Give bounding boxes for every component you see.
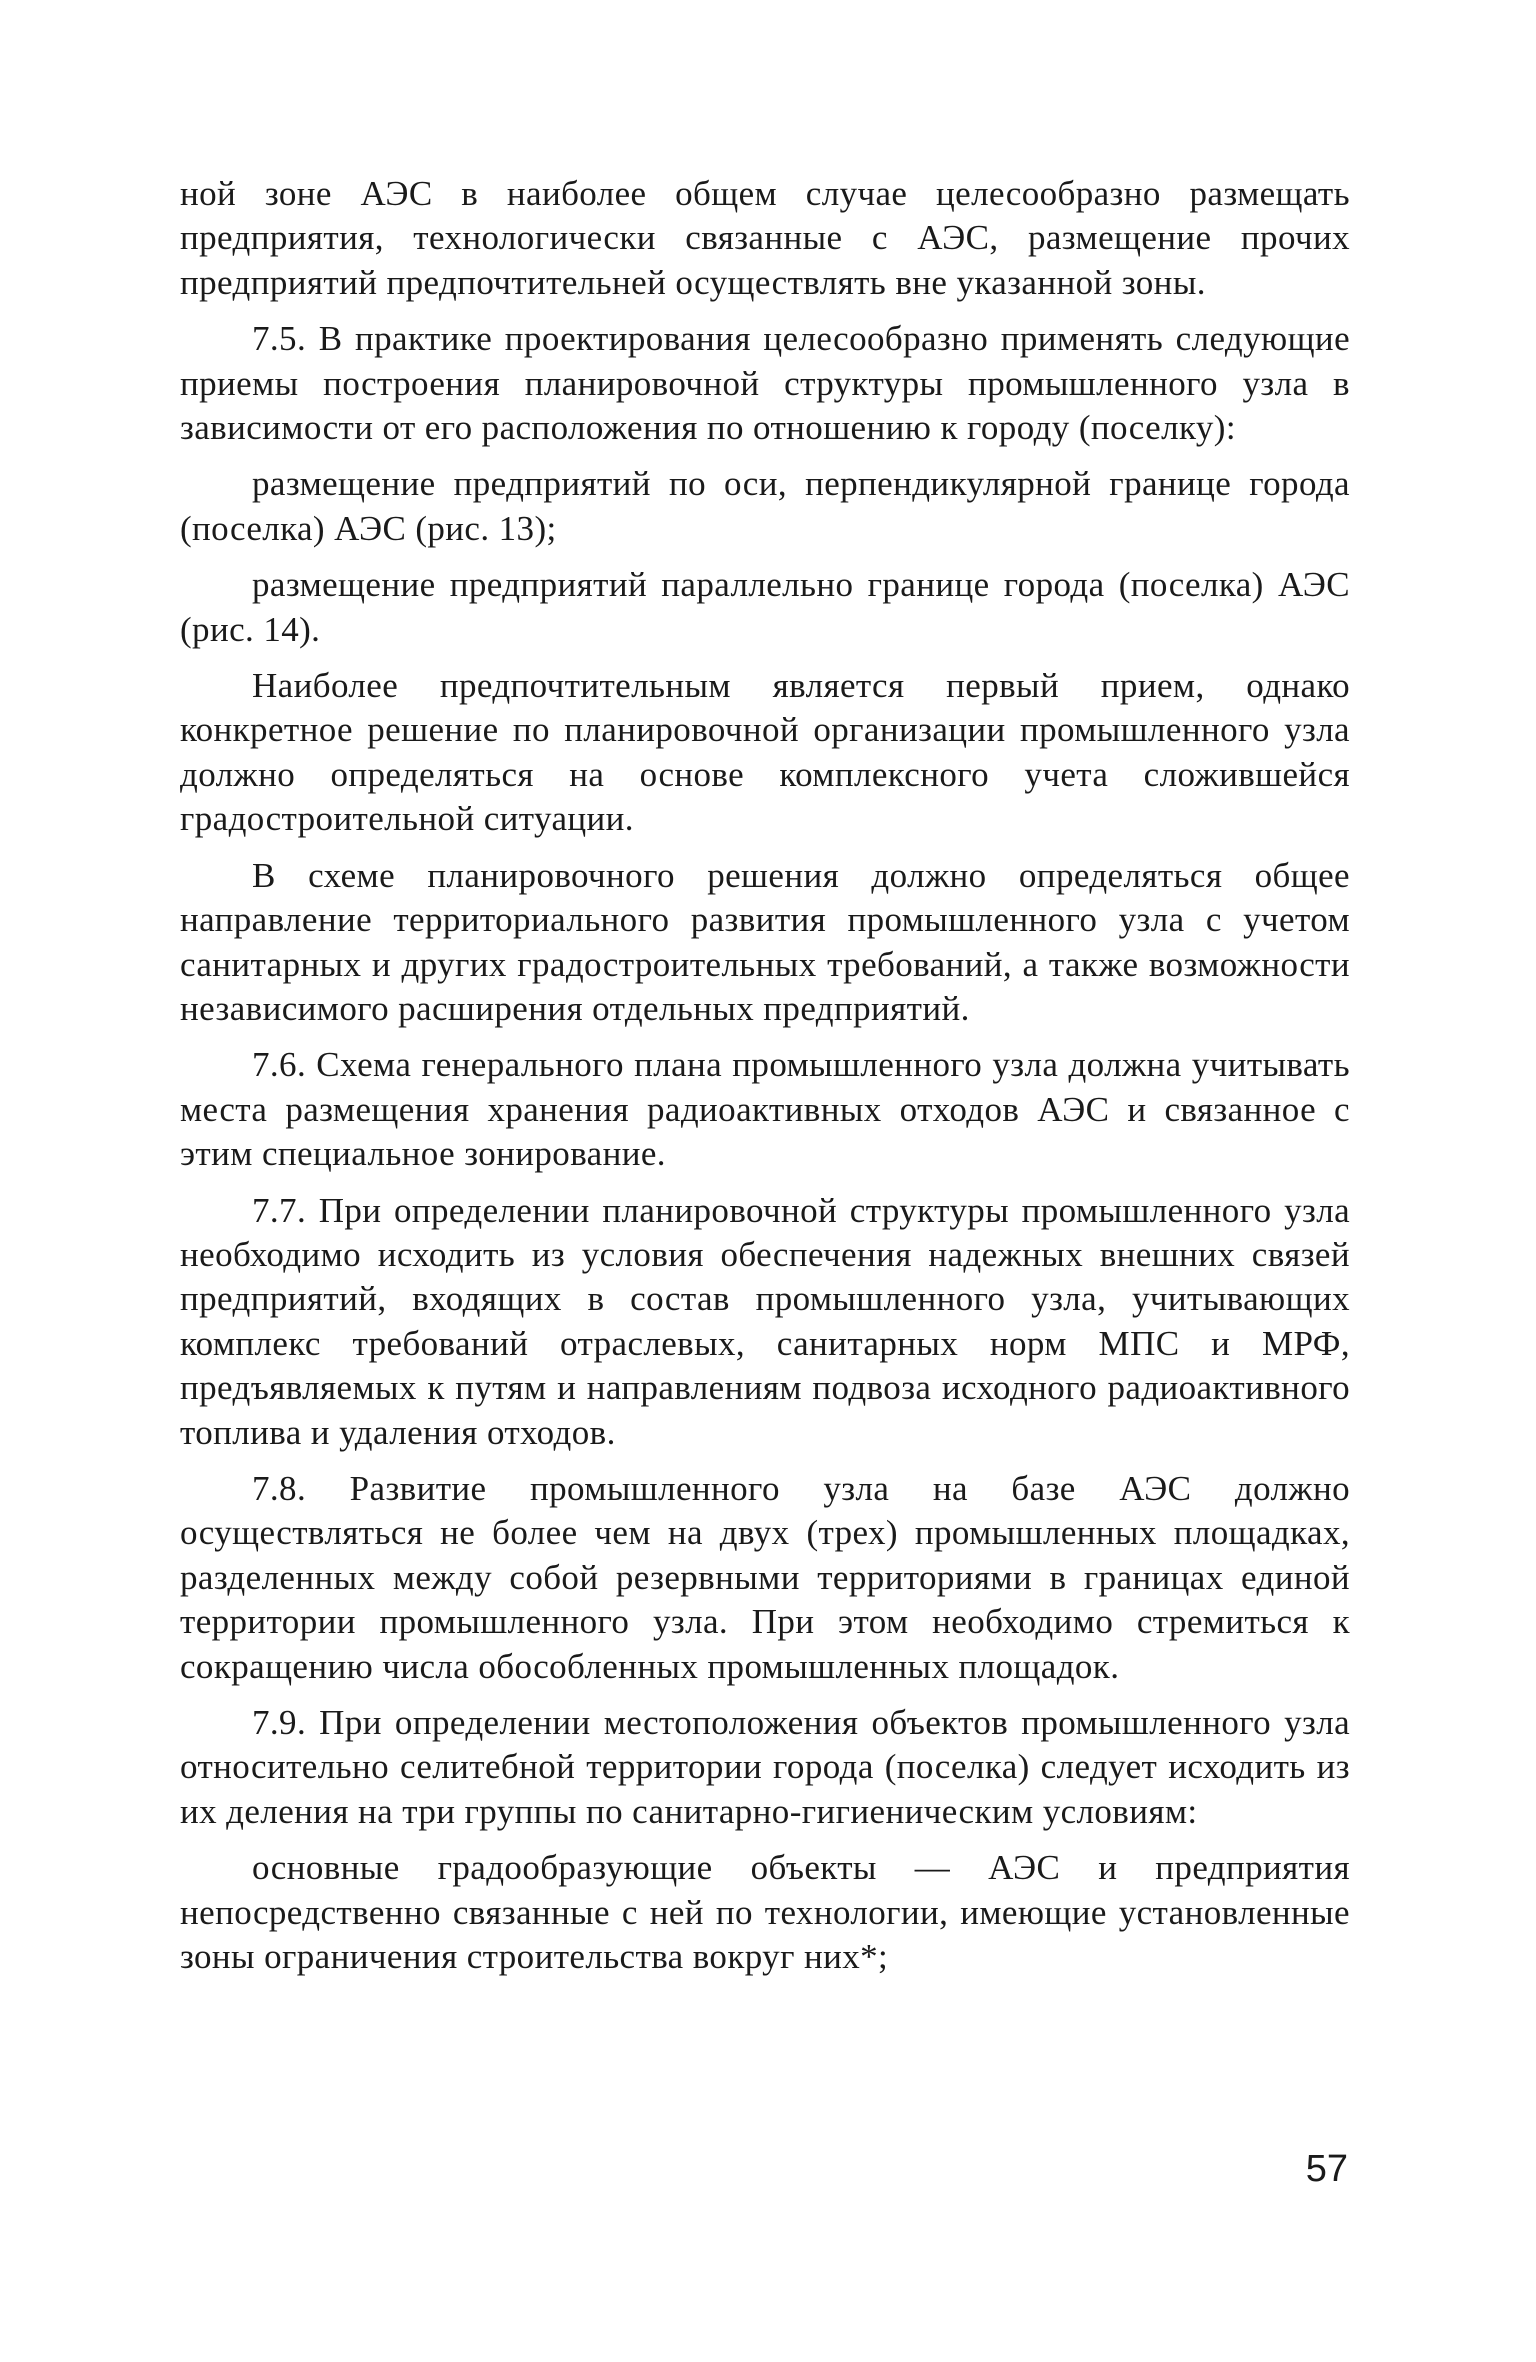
document-page [180,172,1350,1991]
paragraph-preference: Наиболее предпочтительным является первый прием, однако конкретное решение по планировочной организации промышленного узла должно определяться на основе комплексного учета сложившейся градостроительной ситуации. [180,666,1350,839]
paragraph-7-8: 7.8. Развитие промышленного узла на базе АЭС должно осуществляться не более чем на двух (трех) промышленных площадках, разделенных между собой резервными территориями в границах единой территории промышленного узла. При этом необходимо стремиться к сокращению числа обособленных промышленных площадок. [180,1468,1350,1686]
paragraph-7-5: 7.5. В практике проектирования целесообразно применять следующие приемы построения планировочной структуры промышленного узла в зависимости от его расположения по отношению к городу (поселку): [180,319,1350,448]
paragraph-scheme: В схеме планировочного решения должно определяться общее направление территориального развития промышленного узла с учетом санитарных и других градостроительных требований, а также возможности независимого расширения отдельных предприятий. [180,855,1350,1028]
page-number: 57 [1305,2148,1348,2190]
paragraph-7-9: 7.9. При определении местоположения объектов промышленного узла относительно селитебной территории города (поселка) следует исходить из их деления на три группы по санитарно-гигиеническим условиям: [180,1703,1350,1831]
paragraph-1: ной зоне АЭС в наиболее общем случае целесообразно размещать предприятия, технологически связанные с АЭС, размещение прочих предприятий предпочтительней осуществлять вне указанной зоны. [180,174,1350,302]
paragraph-7-6: 7.6. Схема генерального плана промышленного узла должна учитывать места размещения хранения радиоактивных отходов АЭС и связанное с этим специальное зонирование. [180,1045,1350,1174]
paragraph-item-2: размещение предприятий параллельно границе города (поселка) АЭС (рис. 14). [180,565,1350,649]
paragraph-main-objects: основные градообразующие объекты — АЭС и предприятия непосредственно связанные с ней по технологии, имеющие установленные зоны ограничения строительства вокруг них*; [180,1848,1350,1977]
paragraph-7-7: 7.7. При определении планировочной структуры промышленного узла необходимо исходить из условия обеспечения надежных внешних связей предприятий, входящих в состав промышленного узла, учитывающих комплекс требований отраслевых, санитарных норм МПС и МРФ, предъявляемых к путям и направлениям подвоза исходного радиоактивного топлива и удаления отходов. [180,1190,1350,1452]
paragraph-item-1: размещение предприятий по оси, перпендикулярной границе города (поселка) АЭС (рис. 13); [180,464,1350,548]
